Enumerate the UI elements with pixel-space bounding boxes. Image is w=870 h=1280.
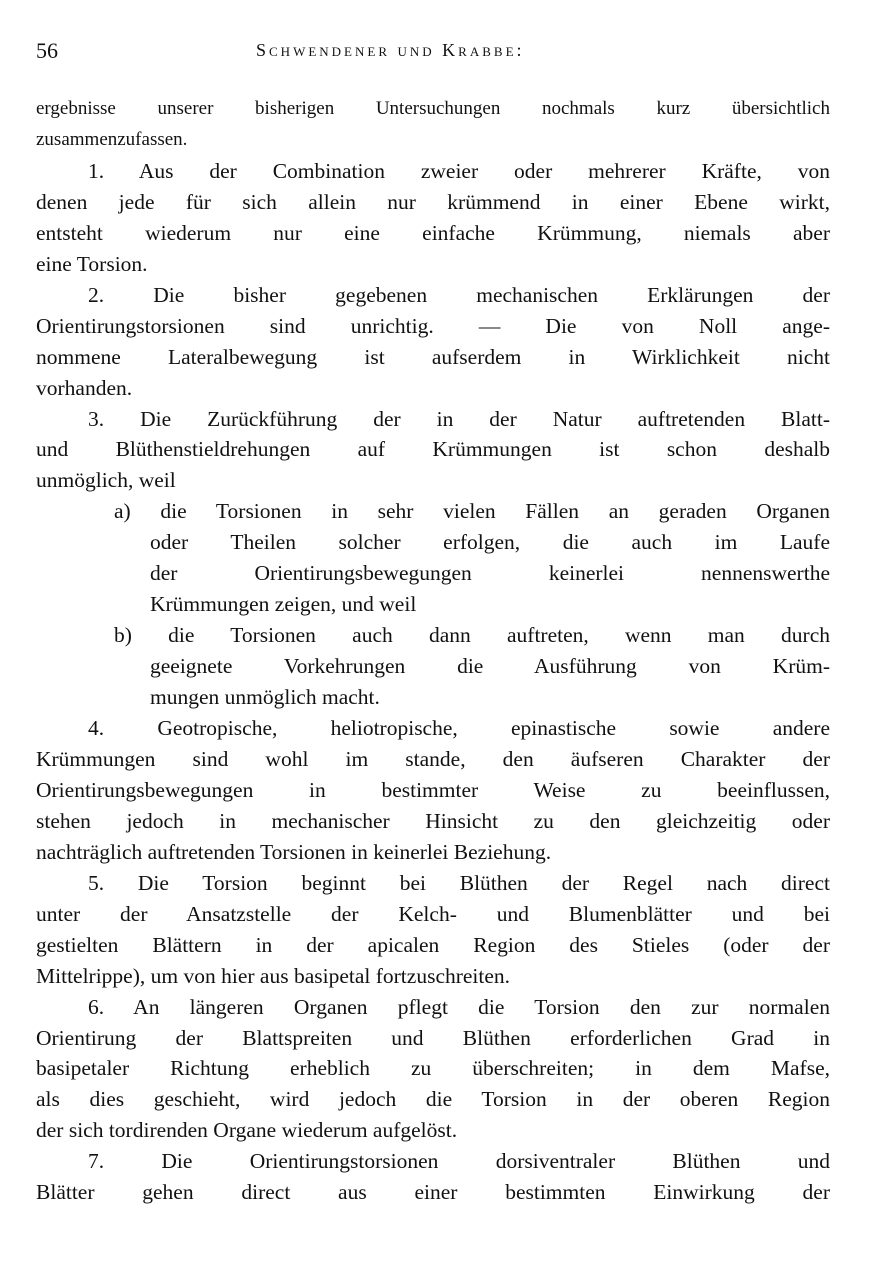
text-line: mungen unmöglich macht. (150, 685, 380, 709)
text-line: entsteht wiederum nur eine einfache Krümmung, niemals aber (36, 220, 830, 245)
text-line: zusammenzufassen. (36, 129, 188, 150)
text-line: Blätter gehen direct aus einer bestimmten Einwirkung der (36, 1180, 830, 1205)
text-line: der sich tordirenden Organe wiederum aufgelöst. (36, 1118, 458, 1143)
text-line: nommene Lateralbewegung ist aufserdem in Wirklichkeit nicht (36, 344, 830, 369)
text-line: Krümmungen zeigen, und weil (150, 592, 417, 617)
page-header (36, 38, 836, 74)
text-line: und Blüthenstieldrehungen auf Krümmungen ist schon deshalb (36, 437, 830, 462)
text-line: Mittelrippe), um von hier aus basipetal fortzuschreiten. (36, 963, 511, 988)
text-line: geeignete Vorkehrungen die Ausführung von Krüm- (150, 654, 830, 679)
text-line: 2. Die bisher gegebenen mechanischen Erklärungen der (88, 282, 830, 307)
text-line: der Orientirungsbewegungen keinerlei nennenswerthe (150, 561, 830, 586)
text-line: oder Theilen solcher erfolgen, die auch im Laufe (150, 530, 830, 555)
text-line: 6. An längeren Organen pflegt die Torsion den zur normalen (88, 994, 830, 1019)
text-line: gestielten Blättern in der apicalen Region des Stieles (oder der (36, 932, 830, 957)
text-line: ergebnisse unserer bisherigen Untersuchungen nochmals kurz übersichtlich (36, 98, 830, 119)
text-line: 1. Aus der Combination zweier oder mehrerer Kräfte, von (88, 158, 830, 183)
text-line: unter der Ansatzstelle der Kelch- und Blumenblätter und bei (36, 901, 830, 926)
running-head: Schwendener und Krabbe: (256, 40, 525, 60)
text-line: a) die Torsionen in sehr vielen Fällen an geraden Organen (114, 499, 830, 524)
page-number: 56 (36, 38, 58, 63)
text-line: unmöglich, weil (36, 468, 176, 493)
text-line: Orientirungstorsionen sind unrichtig. — Die von Noll ange- (36, 313, 830, 338)
text-line: b) die Torsionen auch dann auftreten, wenn man durch (114, 623, 830, 648)
text-line: stehen jedoch in mechanischer Hinsicht zu den gleichzeitig oder (36, 808, 830, 833)
text-line: denen jede für sich allein nur krümmend in einer Ebene wirkt, (36, 189, 830, 214)
text-line: 3. Die Zurückführung der in der Natur auftretenden Blatt- (88, 406, 830, 431)
text-line: Krümmungen sind wohl im stande, den äufseren Charakter der (36, 746, 830, 771)
text-line: vorhanden. (36, 375, 133, 400)
text-line: eine Torsion. (36, 251, 148, 276)
text-line: 5. Die Torsion beginnt bei Blüthen der Regel nach direct (88, 870, 830, 895)
text-line: basipetaler Richtung erheblich zu überschreiten; in dem Mafse, (36, 1056, 830, 1081)
text-line: Orientirungsbewegungen in bestimmter Weise zu beeinflussen, (36, 777, 830, 802)
text-line: nachträglich auftretenden Torsionen in keinerlei Beziehung. (36, 839, 552, 864)
text-line: 7. Die Orientirungstorsionen dorsiventraler Blüthen und (88, 1149, 830, 1174)
text-line: als dies geschieht, wird jedoch die Torsion in der oberen Region (36, 1087, 830, 1112)
text-line: Orientirung der Blattspreiten und Blüthen erforderlichen Grad in (36, 1025, 830, 1050)
text-line: 4. Geotropische, heliotropische, epinastische sowie andere (88, 716, 830, 740)
